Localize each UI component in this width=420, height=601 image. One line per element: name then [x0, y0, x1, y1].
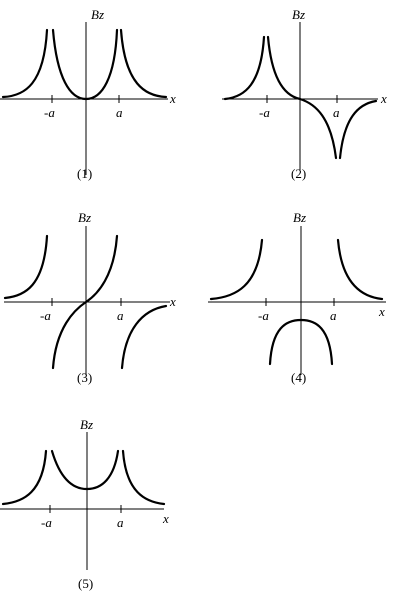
curve-right: [122, 306, 166, 368]
panel-caption: (1): [77, 166, 93, 181]
tick-label-pos-a: a: [330, 308, 337, 323]
y-axis-label: Bz: [292, 7, 305, 22]
panel-caption: (4): [291, 370, 307, 385]
panel-5: [0, 417, 169, 591]
curve-outer-right: [340, 101, 376, 158]
y-axis-label: Bz: [78, 210, 91, 225]
panel-2: [222, 7, 387, 181]
y-axis-label: Bz: [293, 210, 306, 225]
panel-caption: (5): [78, 576, 94, 591]
x-axis-label: x: [170, 91, 176, 106]
tick-label-neg-a: -a: [40, 308, 51, 323]
curve-outer-right: [338, 240, 382, 299]
curve-outer-left: [211, 240, 262, 299]
curve-outer-left: [3, 451, 46, 504]
panel-3: [4, 210, 176, 385]
tick-label-pos-a: a: [117, 308, 124, 323]
curve-inner-right: [300, 99, 336, 158]
x-axis-label: x: [379, 304, 385, 319]
curve-inner-right: [86, 30, 117, 99]
tick-label-pos-a: a: [117, 515, 124, 530]
panel-1: [0, 7, 176, 181]
tick-label-neg-a: -a: [44, 105, 55, 120]
x-axis-label: x: [381, 91, 387, 106]
curve-outer-right: [121, 30, 166, 97]
x-axis-label: x: [170, 294, 176, 309]
curve-inner-bowl: [52, 451, 118, 489]
panel-4: [208, 210, 386, 385]
tick-label-pos-a: a: [116, 105, 123, 120]
tick-label-neg-a: -a: [41, 515, 52, 530]
y-axis-label: Bz: [91, 7, 104, 22]
curve-outer-left: [225, 37, 264, 99]
y-axis-label: Bz: [80, 417, 93, 432]
panel-caption: (2): [291, 166, 307, 181]
tick-label-neg-a: -a: [258, 308, 269, 323]
curve-left: [5, 236, 47, 298]
curve-inner-left: [268, 37, 300, 99]
panel-caption: (3): [77, 370, 93, 385]
curve-inner-left: [53, 30, 86, 99]
tick-label-neg-a: -a: [259, 105, 270, 120]
curve-outer-right: [123, 451, 164, 504]
curve-outer-left: [3, 30, 47, 97]
x-axis-label: x: [163, 511, 169, 526]
tick-label-pos-a: a: [333, 105, 340, 120]
